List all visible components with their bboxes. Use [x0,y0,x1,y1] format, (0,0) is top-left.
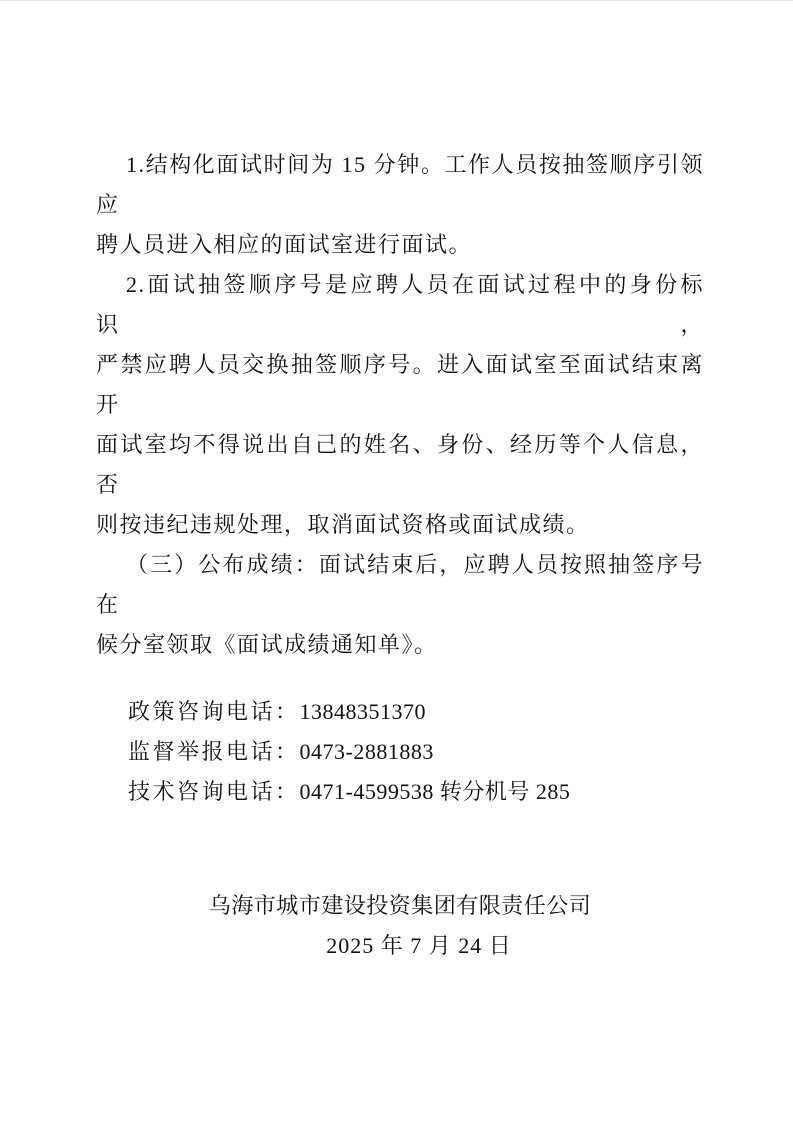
contact-phone-list [96,692,704,812]
contact-label: 监督举报电话： [128,739,300,764]
contact-phone-number: 13848351370 [299,699,427,724]
signature-block [96,886,704,966]
paragraph-line: 聘人员进入相应的面试室进行面试。 [96,232,473,257]
contact-label: 政策咨询电话： [128,699,300,724]
notice-document [96,145,704,966]
contact-phone-number: 0473-2881883 [299,739,434,764]
contact-line-policy [128,692,704,732]
paragraph-line: 1.结构化面试时间为 15 分钟。工作人员按抽签顺序引领应 [96,152,704,217]
body-paragraph-2 [96,265,704,545]
contact-line-technical [128,772,704,812]
contact-phone-number: 0471-4599538 转分机号 285 [299,779,571,804]
contact-label: 技术咨询电话： [128,779,300,804]
body-paragraph-3 [96,545,704,665]
paragraph-line: 2.面试抽签顺序号是应聘人员在面试过程中的身份标识， [96,272,704,337]
paragraph-line: 面试室均不得说出自己的姓名、身份、经历等个人信息，否 [96,432,704,497]
document-date: 2025 年 7 月 24 日 [326,933,512,958]
body-paragraph-1 [96,145,704,265]
paragraph-line: 则按违纪违规处理，取消面试资格或面试成绩。 [96,512,590,537]
paragraph-line: （三）公布成绩：面试结束后，应聘人员按照抽签序号在 [96,552,704,617]
paragraph-line: 严禁应聘人员交换抽签顺序号。进入面试室至面试结束离开 [96,352,704,417]
contact-line-supervision [128,732,704,772]
paragraph-line: 候分室领取《面试成绩通知单》。 [96,632,438,657]
company-name: 乌海市城市建设投资集团有限责任公司 [208,893,592,918]
